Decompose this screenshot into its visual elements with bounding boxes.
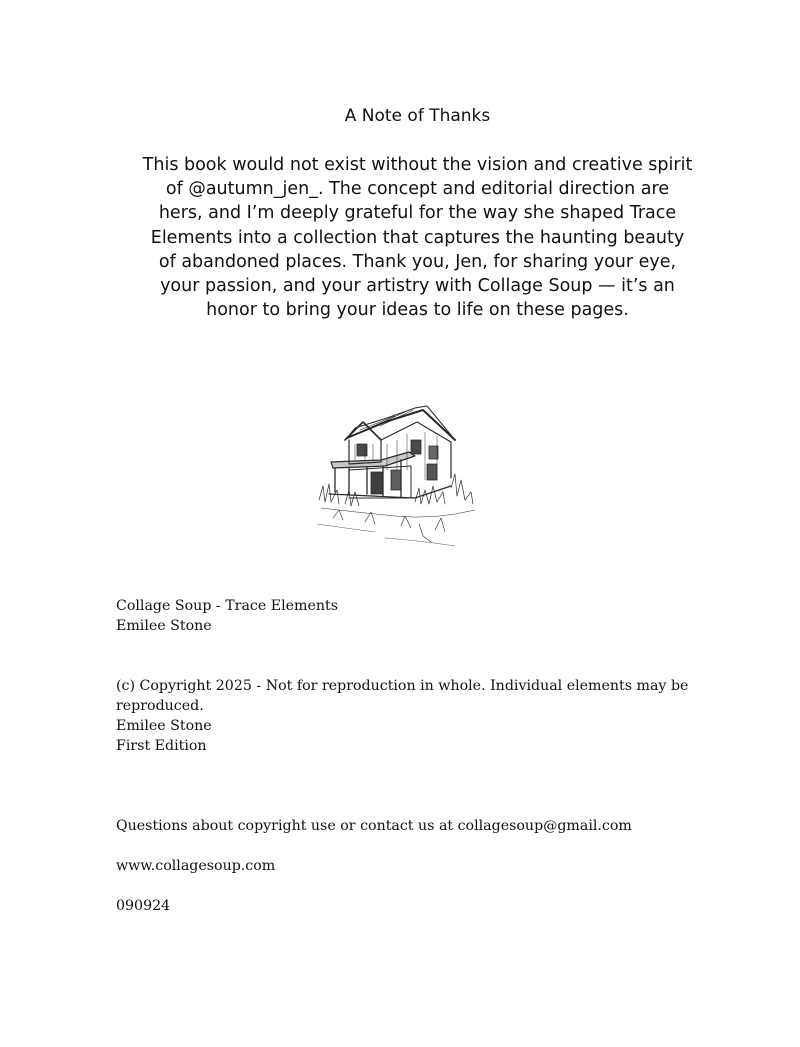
note-body-line: of abandoned places. Thank you, Jen, for sharing your eye,: [158, 251, 677, 272]
author-name: Emilee Stone: [116, 618, 212, 634]
copyright-line: (c) Copyright 2025 - Not for reproduction in whole. Individual elements may be: [116, 678, 689, 694]
website-url: www.collagesoup.com: [116, 858, 276, 874]
note-body: [135, 153, 700, 322]
note-body-line: Elements into a collection that captures the haunting beauty: [150, 227, 685, 248]
note-title: A Note of Thanks: [344, 106, 491, 126]
note-body-line: This book would not exist without the vision and creative spirit: [142, 155, 693, 175]
note-body-line: honor to bring your ideas to life on these pages.: [206, 300, 629, 321]
note-body-line: of @autumn_jen_. The concept and editorial direction are: [165, 179, 670, 200]
contact-questions: Questions about copyright use or contact us at collagesoup@gmail.com: [116, 818, 632, 834]
copyright-line: reproduced.: [116, 698, 204, 714]
edition: First Edition: [116, 738, 207, 754]
book-title: Collage Soup - Trace Elements: [116, 598, 339, 614]
print-code: 090924: [116, 898, 171, 914]
copyright-author: Emilee Stone: [116, 718, 212, 734]
book-title-block: [116, 596, 736, 636]
note-body-line: your passion, and your artistry with Collage Soup — it’s an: [160, 276, 675, 297]
copyright-block: [116, 676, 736, 756]
note-body-line: hers, and I’m deeply grateful for the way she shaped Trace: [158, 203, 677, 224]
abandoned-house-sketch-icon: [315, 400, 490, 550]
